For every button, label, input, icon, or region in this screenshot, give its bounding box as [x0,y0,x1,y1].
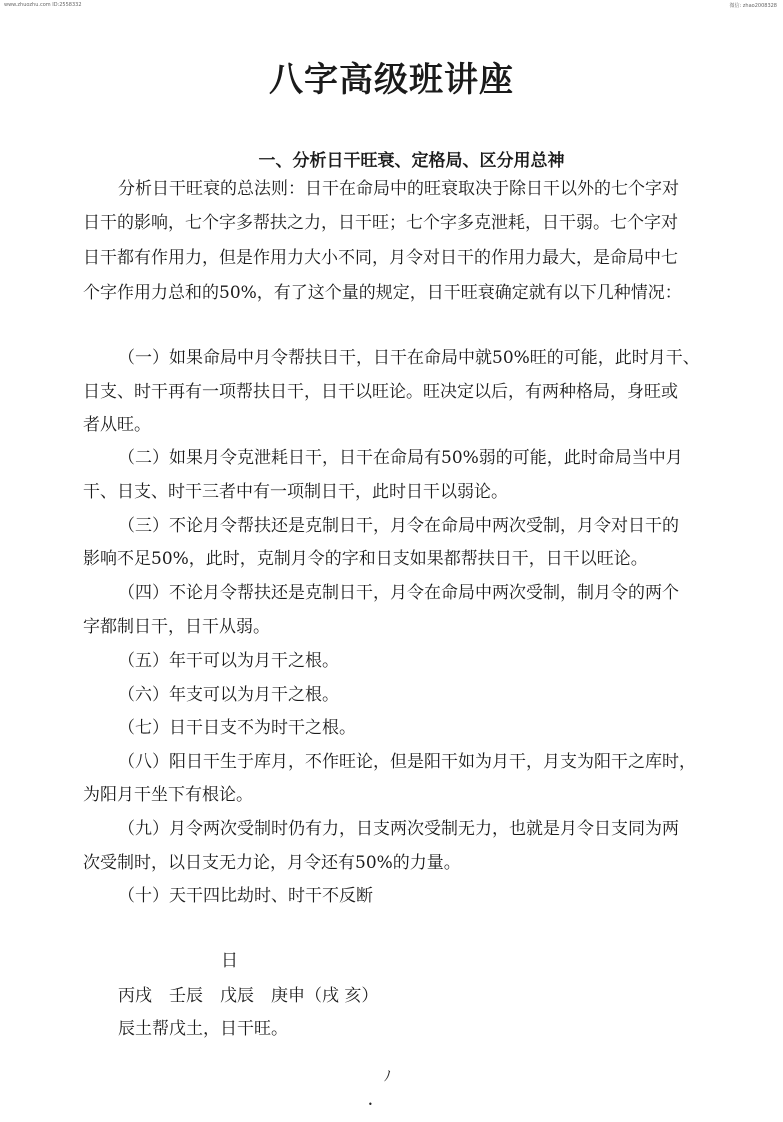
paragraph-line: 日支、时干再有一项帮扶日干，日干以旺论。旺决定以后，有两种格局，身旺或 [83,382,678,402]
paragraph-line: 为阳月干坐下有根论。 [83,785,253,805]
section-heading: 一、分析日干旺衰、定格局、区分用总神 [258,151,565,171]
paragraph-line: （四）不论月令帮扶还是克制日干，月令在命局中两次受制，制月令的两个 [118,583,679,603]
example-pillars: 丙戌 壬辰 戊辰 庚申（戌 亥） [118,986,379,1006]
paragraph-line: （十）天干四比劫时、时干不反断 [118,886,373,906]
paragraph-line: （六）年支可以为月干之根。 [118,685,339,705]
paragraph-line: 干、日支、时干三者中有一项制日干，此时日干以弱论。 [83,482,508,502]
paragraph-line: （三）不论月令帮扶还是克制日干，月令在命局中两次受制，月令对日干的 [118,516,679,536]
document-title: 八字高级班讲座 [269,60,514,100]
example-note: 辰土帮戊土，日干旺。 [118,1019,288,1039]
scan-dot: • [368,1100,373,1109]
paragraph-line: 日干都有作用力，但是作用力大小不同，月令对日干的作用力最大，是命局中七 [83,248,678,268]
paragraph-line: （八）阳日干生于库月，不作旺论，但是阳干如为月干，月支为阳干之库时， [118,752,696,772]
paragraph-line: 次受制时，以日支无力论，月令还有50%的力量。 [83,853,461,873]
paragraph-line: 者从旺。 [83,415,151,435]
paragraph-line: 分析日干旺衰的总法则：日干在命局中的旺衰取决于除日干以外的七个字对 [118,179,679,199]
scan-mark: ﾉ [384,1069,391,1085]
paragraph-line: （二）如果月令克泄耗日干，日干在命局有50%弱的可能，此时命局当中月 [118,448,683,468]
header-left-text: www.zhuozhu.com ID:2558332 [4,2,82,8]
paragraph-line: 个字作用力总和的50%，有了这个量的规定，日干旺衰确定就有以下几种情况： [83,283,682,303]
paragraph-line: （一）如果命局中月令帮扶日干，日干在命局中就50%旺的可能，此时月干、 [118,348,700,368]
paragraph-line: 字都制日干，日干从弱。 [83,617,270,637]
header-right-text: 微信: zhao2008328 [729,3,777,9]
example-label: 日 [221,951,238,971]
paragraph-line: （九）月令两次受制时仍有力，日支两次受制无力，也就是月令日支同为两 [118,819,679,839]
paragraph-line: （七）日干日支不为时干之根。 [118,718,356,738]
paragraph-line: 日干的影响，七个字多帮扶之力，日干旺；七个字多克泄耗，日干弱。七个字对 [83,213,678,233]
paragraph-line: （五）年干可以为月干之根。 [118,651,339,671]
paragraph-line: 影响不足50%，此时，克制月令的字和日支如果都帮扶日干，日干以旺论。 [83,549,648,569]
